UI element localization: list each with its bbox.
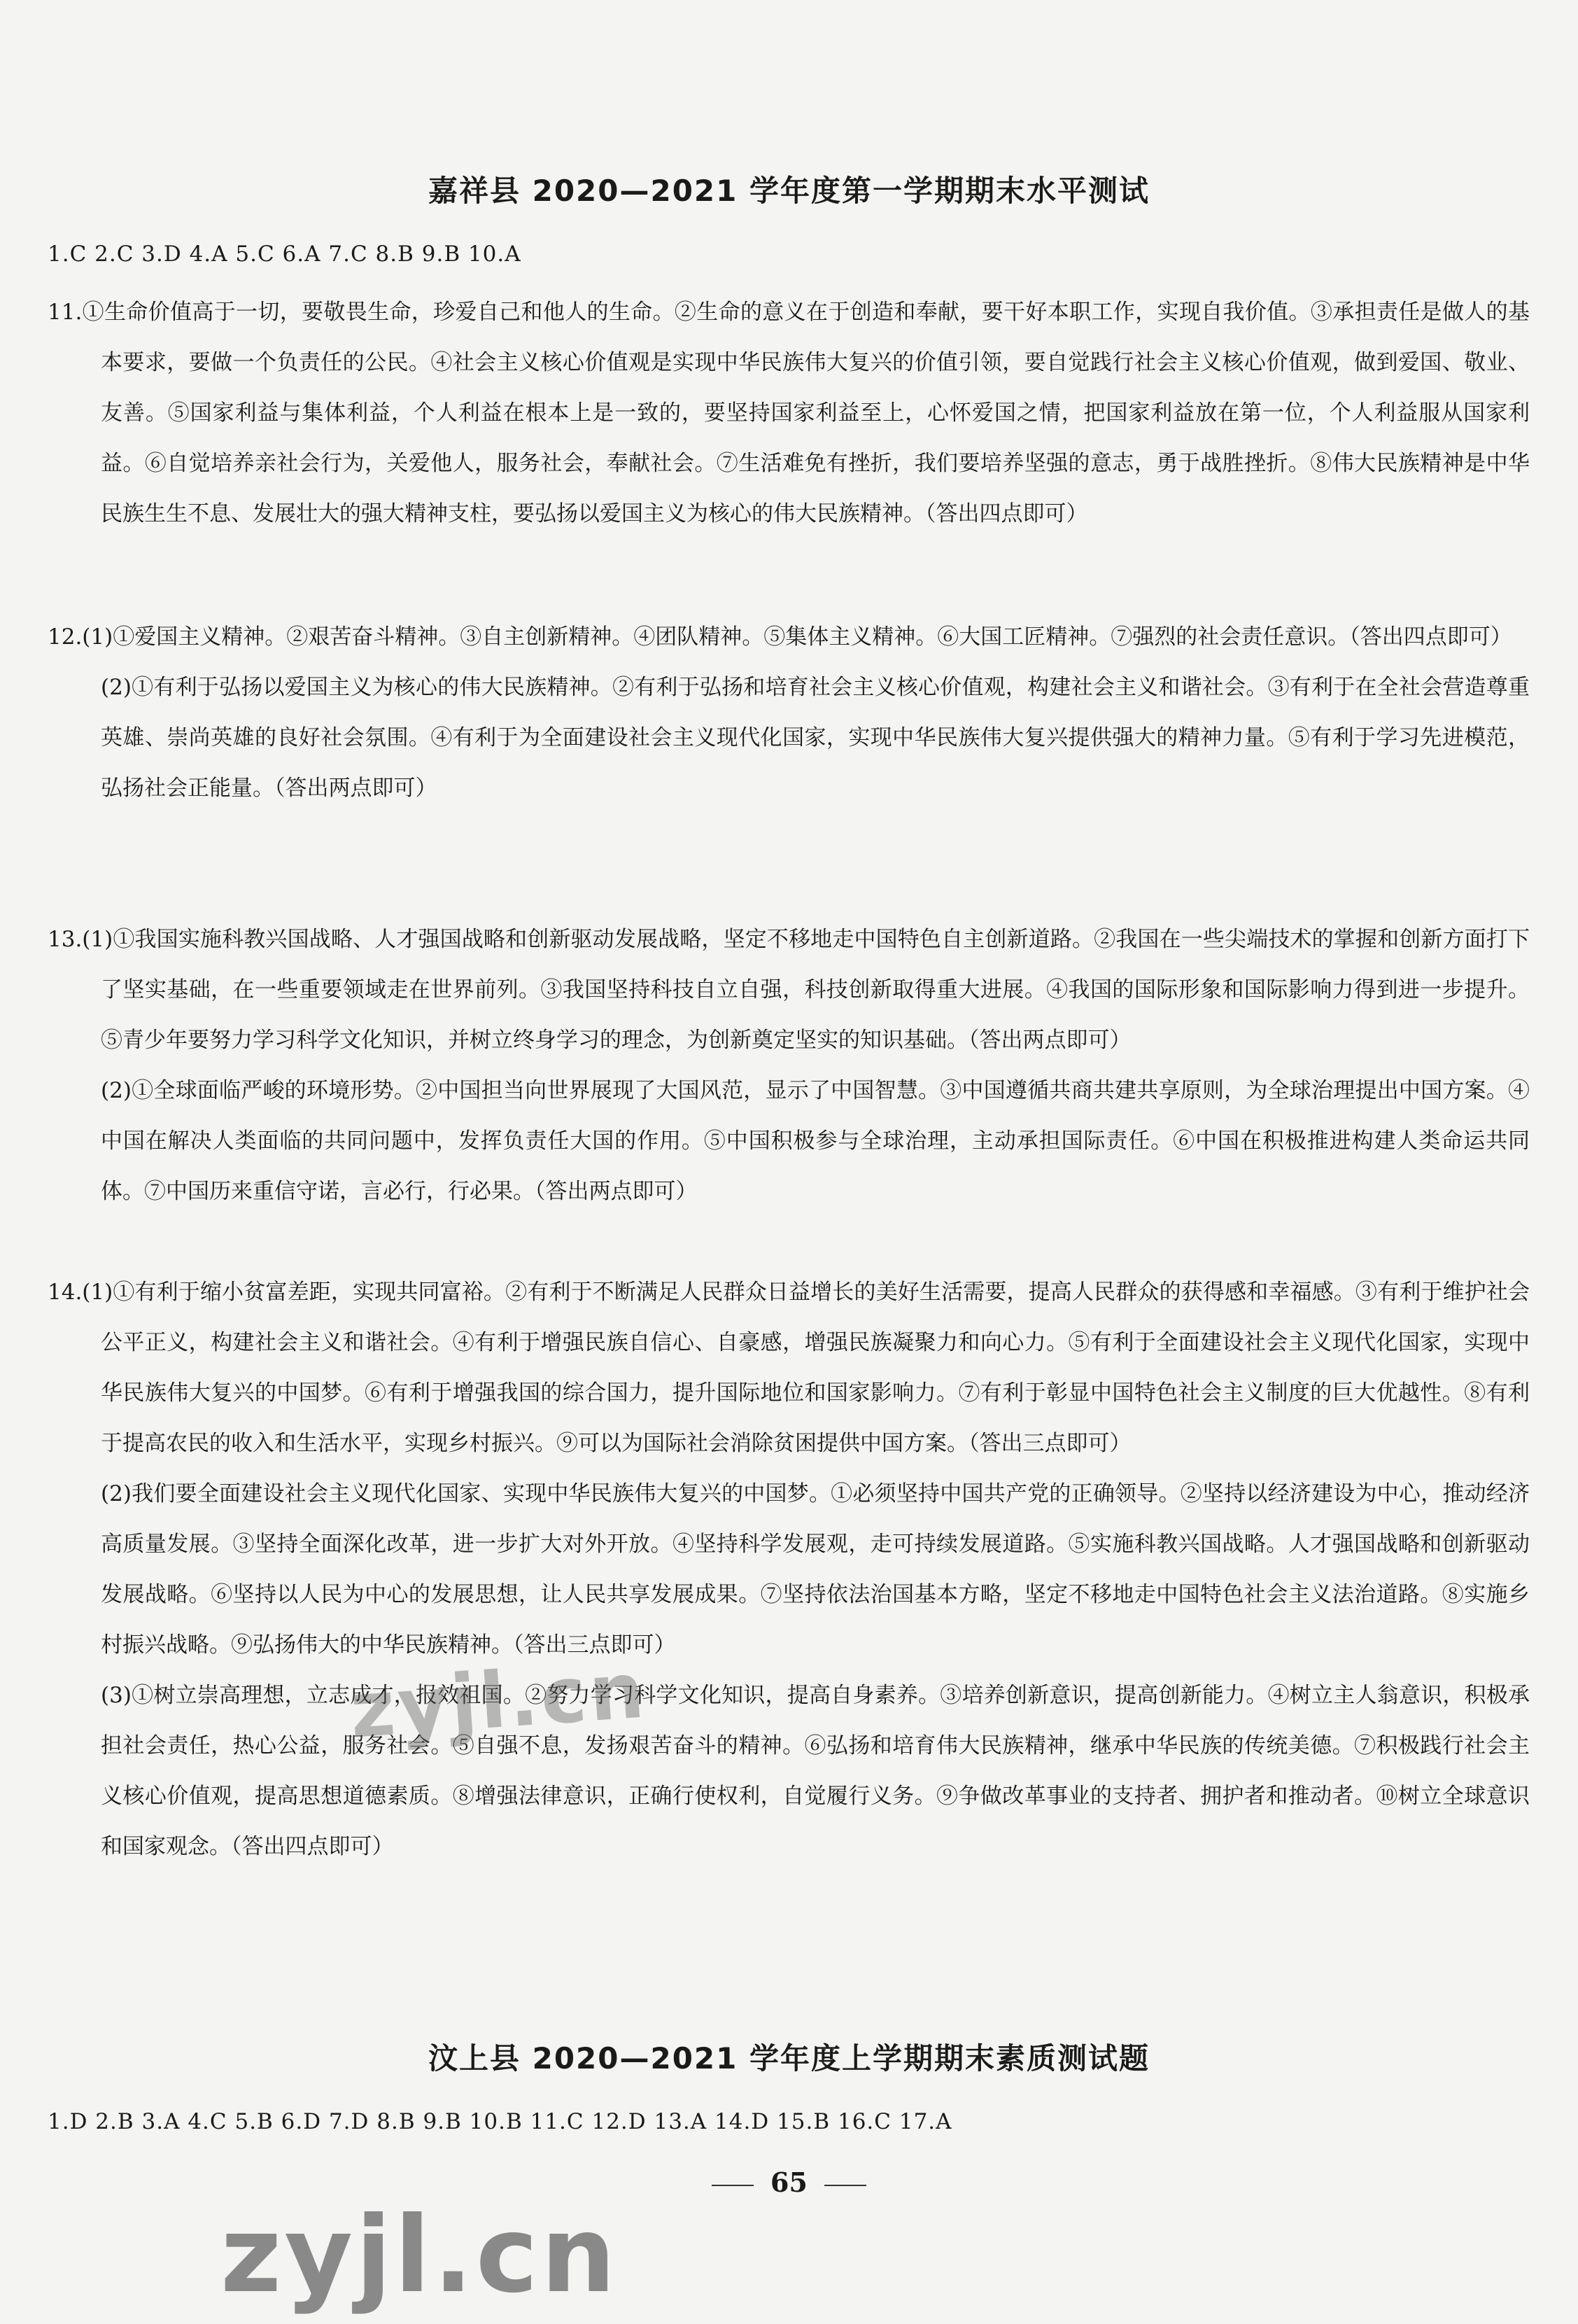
question-13-answer (48, 914, 1530, 1217)
section-title-wenshang: 汶上县 2020—2021 学年度上学期期末素质测试题 (428, 2041, 1150, 2076)
answer-paragraph: (2)我们要全面建设社会主义现代化国家、实现中华民族伟大复兴的中国梦。①必须坚持中国共产党的正确领导。②坚持以经济建设为中心，推动经济高质量发展。③坚持全面深化改革，进一步扩大对外开放。④坚持科学发展观，走可持续发展道路。⑤实施科教兴国战略。人才强国战略和创新驱动发展战略。⑥坚持以人民为中心的发展思想，让人民共享发展成果。⑦坚持依法治国基本方略，坚定不移地走中国特色社会主义法治道路。⑧实施乡村振兴战略。⑨弘扬伟大的中华民族精神。（答出三点即可） (101, 1481, 1530, 1658)
multiple-choice-answers: 1.C 2.C 3.D 4.A 5.C 6.A 7.C 8.B 9.B 10.A (48, 241, 521, 267)
answer-paragraph: 13.(1)①我国实施科教兴国战略、人才强国战略和创新驱动发展战略，坚定不移地走中国特色自主创新道路。②我国在一些尖端技术的掌握和创新方面打下了坚实基础，在一些重要领域走在世界前列。③我国坚持科技自立自强，科技创新取得重大进展。④我国的国际形象和国际影响力得到进一步提升。⑤青少年要努力学习科学文化知识，并树立终身学习的理念，为创新奠定坚实的知识基础。（答出两点即可） (48, 927, 1530, 1053)
answer-paragraph: 14.(1)①有利于缩小贫富差距，实现共同富裕。②有利于不断满足人民群众日益增长的美好生活需要，提高人民群众的获得感和幸福感。③有利于维护社会公平正义，构建社会主义和谐社会。④有利于增强民族自信心、自豪感，增强民族凝聚力和向心力。⑤有利于全面建设社会主义现代化国家，实现中华民族伟大复兴的中国梦。⑥有利于增强我国的综合国力，提升国际地位和国家影响力。⑦有利于彰显中国特色社会主义制度的巨大优越性。⑧有利于提高农民的收入和生活水平，实现乡村振兴。⑨可以为国际社会消除贫困提供中国方案。（答出三点即可） (48, 1280, 1530, 1456)
page-number (0, 2166, 1578, 2198)
answer-paragraph: (3)①树立崇高理想，立志成才，报效祖国。②努力学习科学文化知识，提高自身素养。③培养创新意识，提高创新能力。④树立主人翁意识，积极承担社会责任，热心公益，服务社会。⑤自强不息，发扬艰苦奋斗的精神。⑥弘扬和培育伟大民族精神，继承中华民族的传统美德。⑦积极践行社会主义核心价值观，提高思想道德素质。⑧增强法律意识，正确行使权利，自觉履行义务。⑨争做改革事业的支持者、拥护者和推动者。⑩树立全球意识和国家观念。（答出四点即可） (101, 1683, 1530, 1859)
divider (712, 2185, 754, 2186)
answer-paragraph: (2)①全球面临严峻的环境形势。②中国担当向世界展现了大国风范，显示了中国智慧。③中国遵循共商共建共享原则，为全球治理提出中国方案。④中国在解决人类面临的共同问题中，发挥负责任大国的作用。⑤中国积极参与全球治理，主动承担国际责任。⑥中国在积极推进构建人类命运共同体。⑦中国历来重信守诺，言必行，行必果。（答出两点即可） (101, 1078, 1530, 1204)
section-title-jiaxiang: 嘉祥县 2020—2021 学年度第一学期期末水平测试 (428, 174, 1150, 208)
question-12-answer (48, 612, 1530, 813)
divider (824, 2185, 866, 2186)
watermark: zyjl.cn (347, 1645, 650, 1756)
answer-paragraph: 12.(1)①爱国主义精神。②艰苦奋斗精神。③自主创新精神。④团队精神。⑤集体主义精神。⑥大国工匠精神。⑦强烈的社会责任意识。（答出四点即可） (48, 624, 1512, 650)
answer-paragraph: (2)①有利于弘扬以爱国主义为核心的伟大民族精神。②有利于弘扬和培育社会主义核心价值观，构建社会主义和谐社会。③有利于在全社会营造尊重英雄、崇尚英雄的良好社会氛围。④有利于为全面建设社会主义现代化国家，实现中华民族伟大复兴提供强大的精神力量。⑤有利于学习先进模范，弘扬社会正能量。（答出两点即可） (101, 675, 1530, 801)
question-14-answer (48, 1267, 1530, 1872)
question-11-answer (48, 287, 1530, 539)
multiple-choice-answers: 1.D 2.B 3.A 4.C 5.B 6.D 7.D 8.B 9.B 10.B 11.C 12.D 13.A 14.D 15.B 16.C 17.A (48, 2109, 952, 2134)
answer-paragraph: 11.①生命价值高于一切，要敬畏生命，珍爱自己和他人的生命。②生命的意义在于创造和奉献，要干好本职工作，实现自我价值。③承担责任是做人的基本要求，要做一个负责任的公民。④社会主义核心价值观是实现中华民族伟大复兴的价值引领，要自觉践行社会主义核心价值观，做到爱国、敬业、友善。⑤国家利益与集体利益，个人利益在根本上是一致的，要坚持国家利益至上，心怀爱国之情，把国家利益放在第一位，个人利益服从国家利益。⑥自觉培养亲社会行为，关爱他人，服务社会，奉献社会。⑦生活难免有挫折，我们要培养坚强的意志，勇于战胜挫折。⑧伟大民族精神是中华民族生生不息、发展壮大的强大精神支柱，要弘扬以爱国主义为核心的伟大民族精神。（答出四点即可） (48, 300, 1530, 526)
page-number-value: 65 (770, 2166, 808, 2198)
watermark: zyjl.cn (220, 2194, 619, 2316)
